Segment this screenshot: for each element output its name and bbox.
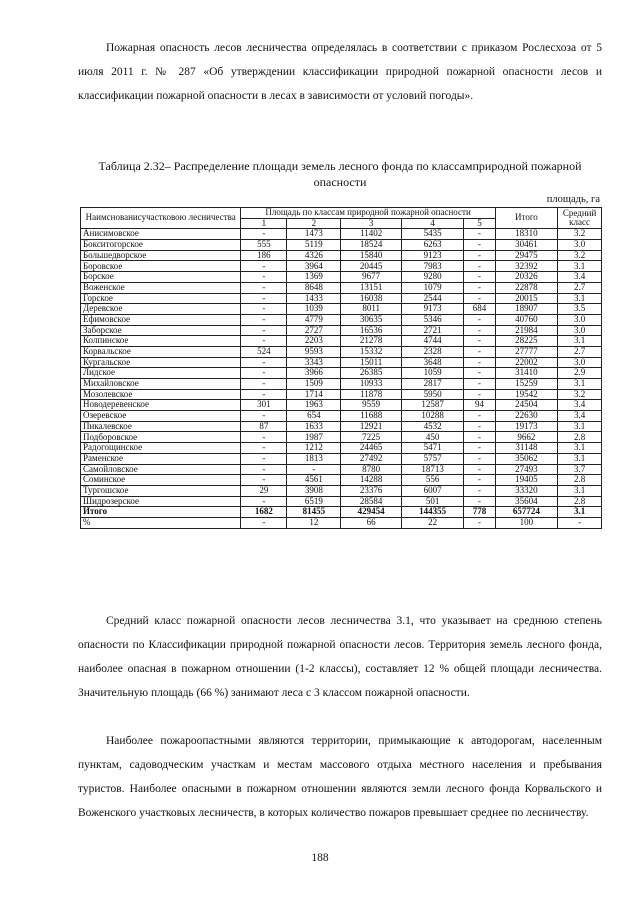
cell-c3: 9677 [341,272,401,283]
cell-c5: - [464,389,495,400]
cell-avg: 3.2 [558,229,602,240]
cell-c3: 26385 [341,368,401,379]
cell-c3: 13151 [341,282,401,293]
cell-c3: 27492 [341,453,401,464]
header-name: Наимснованисучастковою лесничества [81,208,241,229]
table-row [81,336,602,347]
header-total: Итого [495,208,558,229]
cell-c3: 66 [341,517,401,528]
cell-c5: - [464,261,495,272]
cell-c3: 8780 [341,464,401,475]
risk-paragraph: Наиболее пожароопастными являются территории, примыкающие к автодорогам, населенным пунктам, садоводческим участкам и местам массового отдыха местного населения и пребывания туристов. Наиболее опасными в пожарном отношении являются земли лесного фонда Корвальского и Воженского участковых лесничеств, в которых количество пожаров превышает среднее по лесничеству. [78,735,602,819]
cell-avg: 3.2 [558,389,602,400]
cell-name: Соминское [81,475,241,486]
cell-name: Раменское [81,453,241,464]
cell-c4: 7983 [401,261,464,272]
cell-c3: 21278 [341,336,401,347]
cell-total: 27777 [495,346,558,357]
cell-c2: 2727 [287,325,341,336]
table-row [81,464,602,475]
cell-c5: - [464,282,495,293]
cell-c4: 1059 [401,368,464,379]
table-row [81,421,602,432]
table-row [81,432,602,443]
cell-c5: - [464,421,495,432]
cell-c2: 3343 [287,357,341,368]
cell-c4: 3648 [401,357,464,368]
cell-avg: 3.4 [558,400,602,411]
cell-total: 27493 [495,464,558,475]
cell-total: 31410 [495,368,558,379]
table-row [81,346,602,357]
header-avg: Средний класс [558,208,602,229]
cell-avg: 3.1 [558,261,602,272]
cell-c3: 15332 [341,346,401,357]
cell-c2: 6519 [287,496,341,507]
cell-c1: 186 [241,250,287,261]
cell-avg: 2.9 [558,368,602,379]
cell-c4: 22 [401,517,464,528]
cell-c4: 5346 [401,314,464,325]
cell-c5: - [464,368,495,379]
cell-c4: 6007 [401,485,464,496]
cell-c1: - [241,272,287,283]
table-row [81,240,602,251]
cell-c5: - [464,357,495,368]
cell-c5: 94 [464,400,495,411]
cell-c4: 2544 [401,293,464,304]
cell-avg: 3.1 [558,293,602,304]
cell-avg: 3.4 [558,272,602,283]
cell-c2: - [287,464,341,475]
cell-c4: 1079 [401,282,464,293]
cell-c5: - [464,411,495,422]
header-class-4: 4 [401,218,464,229]
cell-c3: 7225 [341,432,401,443]
table-row [81,389,602,400]
cell-total: 19173 [495,421,558,432]
cell-c2: 4326 [287,250,341,261]
cell-total: 33320 [495,485,558,496]
cell-name: Воженское [81,282,241,293]
cell-c5: - [464,517,495,528]
cell-c1: - [241,517,287,528]
cell-c1: - [241,229,287,240]
cell-c2: 1987 [287,432,341,443]
cell-c4: 2328 [401,346,464,357]
cell-avg: 3.1 [558,485,602,496]
cell-c3: 11402 [341,229,401,240]
cell-c3: 9559 [341,400,401,411]
table-row [81,453,602,464]
cell-name: Радогощинское [81,443,241,454]
table-row [81,443,602,454]
cell-c5: 684 [464,304,495,315]
cell-c3: 8011 [341,304,401,315]
cell-total: 22878 [495,282,558,293]
header-class-1: 1 [241,218,287,229]
cell-c3: 429454 [341,507,401,518]
cell-c4: 18713 [401,464,464,475]
cell-c4: 556 [401,475,464,486]
cell-total: 18310 [495,229,558,240]
cell-c2: 1714 [287,389,341,400]
cell-name: Боровское [81,261,241,272]
cell-avg: 3.1 [558,421,602,432]
cell-c2: 1963 [287,400,341,411]
cell-total: 20015 [495,293,558,304]
cell-c2: 1433 [287,293,341,304]
cell-total: 31148 [495,443,558,454]
cell-c1: - [241,389,287,400]
cell-name: Кургальское [81,357,241,368]
cell-c2: 81455 [287,507,341,518]
cell-c1: - [241,293,287,304]
cell-avg: 3.1 [558,507,602,518]
cell-c4: 6263 [401,240,464,251]
table-row [81,368,602,379]
cell-name: Деревское [81,304,241,315]
cell-name: % [81,517,241,528]
cell-avg: 3.1 [558,336,602,347]
header-group: Площадь по классам природной пожарной опасности [241,208,495,219]
cell-c4: 450 [401,432,464,443]
cell-name: Новодеревенское [81,400,241,411]
cell-c4: 4744 [401,336,464,347]
cell-total: 18907 [495,304,558,315]
cell-c5: - [464,453,495,464]
cell-avg: 3.1 [558,453,602,464]
cell-total: 9662 [495,432,558,443]
cell-c5: - [464,250,495,261]
cell-name: Заборское [81,325,241,336]
page-number: 188 [311,852,329,864]
cell-c4: 9123 [401,250,464,261]
cell-avg: 3.7 [558,464,602,475]
cell-c4: 9173 [401,304,464,315]
cell-c2: 3908 [287,485,341,496]
cell-c3: 18524 [341,240,401,251]
table-row [81,357,602,368]
cell-avg: 3.1 [558,443,602,454]
cell-c2: 1039 [287,304,341,315]
cell-c3: 30635 [341,314,401,325]
cell-c1: - [241,336,287,347]
cell-total: 29475 [495,250,558,261]
cell-total: 100 [495,517,558,528]
cell-avg: 2.7 [558,282,602,293]
table-caption: Таблица 2.32– Распределение площади земель лесного фонда по классамприродной пожарной опасности [98,159,582,189]
cell-c1: - [241,368,287,379]
header-class-2: 2 [287,218,341,229]
cell-c4: 2817 [401,379,464,390]
cell-name: Михайловское [81,379,241,390]
cell-name: Колпинское [81,336,241,347]
cell-c1: - [241,475,287,486]
cell-name: Горское [81,293,241,304]
summary-paragraph: Средний класс пожарной опасности лесов лесничества 3.1, что указывает на среднюю степень опасности по Классификации природной пожарной опасности лесов. Территория земель лесного фонда, наиболее опасная в пожарном отношении (1-2 классы), составляет 12 % общей площади лесничества. Значительную площадь (66 %) занимают леса с 3 классом пожарной опасности. [78,615,602,699]
cell-name: Мозолевское [81,389,241,400]
cell-c3: 23376 [341,485,401,496]
cell-c1: 1682 [241,507,287,518]
cell-c2: 5119 [287,240,341,251]
cell-name: Лидское [81,368,241,379]
cell-name: Итого [81,507,241,518]
cell-total: 19405 [495,475,558,486]
cell-c4: 5471 [401,443,464,454]
cell-c5: - [464,379,495,390]
table-row [81,272,602,283]
cell-name: Шидрозерское [81,496,241,507]
cell-c1: 301 [241,400,287,411]
cell-c1: 87 [241,421,287,432]
cell-c5: - [464,346,495,357]
cell-c4: 9280 [401,272,464,283]
cell-avg: 3.5 [558,304,602,315]
cell-name: Озеревское [81,411,241,422]
cell-avg: 2.8 [558,432,602,443]
table-row [81,293,602,304]
cell-c4: 5757 [401,453,464,464]
cell-avg: 3.0 [558,240,602,251]
cell-c1: - [241,379,287,390]
cell-c1: - [241,304,287,315]
cell-c3: 24465 [341,443,401,454]
cell-avg: 2.7 [558,346,602,357]
table-row [81,314,602,325]
table-row [81,282,602,293]
table-row [81,261,602,272]
cell-avg: 3.1 [558,379,602,390]
cell-name: Бокситогорское [81,240,241,251]
cell-c4: 2721 [401,325,464,336]
cell-total: 28225 [495,336,558,347]
cell-name: Анисимовское [81,229,241,240]
cell-c1: - [241,443,287,454]
cell-name: Большедворское [81,250,241,261]
cell-c4: 501 [401,496,464,507]
cell-c1: 555 [241,240,287,251]
cell-total: 40760 [495,314,558,325]
cell-c5: - [464,229,495,240]
cell-name: Ефимовское [81,314,241,325]
cell-avg: 3.0 [558,325,602,336]
table-row [81,229,602,240]
cell-c5: - [464,293,495,304]
table-percent-row [81,517,602,528]
cell-c5: 778 [464,507,495,518]
cell-avg: 3.0 [558,314,602,325]
cell-c1: - [241,314,287,325]
cell-total: 24504 [495,400,558,411]
cell-c1: 29 [241,485,287,496]
cell-c3: 12921 [341,421,401,432]
cell-avg: 2.8 [558,475,602,486]
cell-total: 30461 [495,240,558,251]
cell-name: Подборовское [81,432,241,443]
cell-c3: 11878 [341,389,401,400]
cell-c4: 5950 [401,389,464,400]
cell-c2: 4561 [287,475,341,486]
cell-c3: 11688 [341,411,401,422]
cell-total: 32392 [495,261,558,272]
table-total-row [81,507,602,518]
cell-total: 35604 [495,496,558,507]
cell-c4: 144355 [401,507,464,518]
cell-c1: - [241,464,287,475]
cell-c2: 1509 [287,379,341,390]
cell-c3: 20445 [341,261,401,272]
cell-c2: 8648 [287,282,341,293]
cell-c1: - [241,432,287,443]
table-row [81,379,602,390]
cell-c1: - [241,261,287,272]
cell-c4: 10288 [401,411,464,422]
cell-name: Корвальское [81,346,241,357]
cell-c3: 16038 [341,293,401,304]
cell-c1: - [241,453,287,464]
cell-avg: 3.4 [558,411,602,422]
cell-c5: - [464,496,495,507]
cell-name: Борское [81,272,241,283]
cell-c2: 654 [287,411,341,422]
cell-total: 22002 [495,357,558,368]
cell-total: 19542 [495,389,558,400]
table-row [81,485,602,496]
cell-c2: 1633 [287,421,341,432]
cell-c3: 14288 [341,475,401,486]
cell-name: Пикалевское [81,421,241,432]
cell-avg: 3.2 [558,250,602,261]
cell-c1: - [241,325,287,336]
cell-c4: 12587 [401,400,464,411]
cell-c1: 524 [241,346,287,357]
cell-c1: - [241,411,287,422]
cell-c3: 10933 [341,379,401,390]
intro-paragraph: Пожарная опасность лесов лесничества определялась в соответствии с приказом Рослесхоза от 5 июля 2011 г. № 287 «Об утверждении классификации природной пожарной опасности лесов и классификации пожарной опасности в лесах в зависимости от условий погоды». [78,42,602,102]
table-row [81,325,602,336]
cell-c5: - [464,272,495,283]
cell-total: 15259 [495,379,558,390]
cell-total: 22630 [495,411,558,422]
cell-c5: - [464,443,495,454]
cell-c2: 3964 [287,261,341,272]
cell-total: 657724 [495,507,558,518]
cell-c3: 15840 [341,250,401,261]
cell-avg: 3.0 [558,357,602,368]
cell-c2: 2203 [287,336,341,347]
cell-avg: 2.8 [558,496,602,507]
table-unit-label: площадь, га [546,194,600,205]
cell-c2: 1369 [287,272,341,283]
cell-c5: - [464,240,495,251]
table-row [81,250,602,261]
cell-c5: - [464,336,495,347]
cell-c2: 4779 [287,314,341,325]
cell-c5: - [464,325,495,336]
header-class-5: 5 [464,218,495,229]
table-row [81,475,602,486]
fire-danger-table [80,207,602,529]
header-class-3: 3 [341,218,401,229]
cell-c2: 1473 [287,229,341,240]
cell-c1: - [241,357,287,368]
table-row [81,304,602,315]
cell-c2: 9593 [287,346,341,357]
cell-c5: - [464,475,495,486]
cell-c5: - [464,464,495,475]
cell-c3: 16536 [341,325,401,336]
cell-c2: 3966 [287,368,341,379]
cell-total: 20326 [495,272,558,283]
cell-c1: - [241,496,287,507]
table-row [81,496,602,507]
cell-c5: - [464,432,495,443]
cell-c3: 15011 [341,357,401,368]
cell-c5: - [464,314,495,325]
cell-c3: 28584 [341,496,401,507]
table-row [81,400,602,411]
cell-c5: - [464,485,495,496]
cell-avg: - [558,517,602,528]
cell-c2: 1813 [287,453,341,464]
cell-total: 35062 [495,453,558,464]
cell-name: Самойловское [81,464,241,475]
table-row [81,411,602,422]
cell-total: 21984 [495,325,558,336]
cell-c2: 1212 [287,443,341,454]
cell-c4: 5435 [401,229,464,240]
cell-c4: 4532 [401,421,464,432]
cell-name: Тургошское [81,485,241,496]
cell-c1: - [241,282,287,293]
cell-c2: 12 [287,517,341,528]
